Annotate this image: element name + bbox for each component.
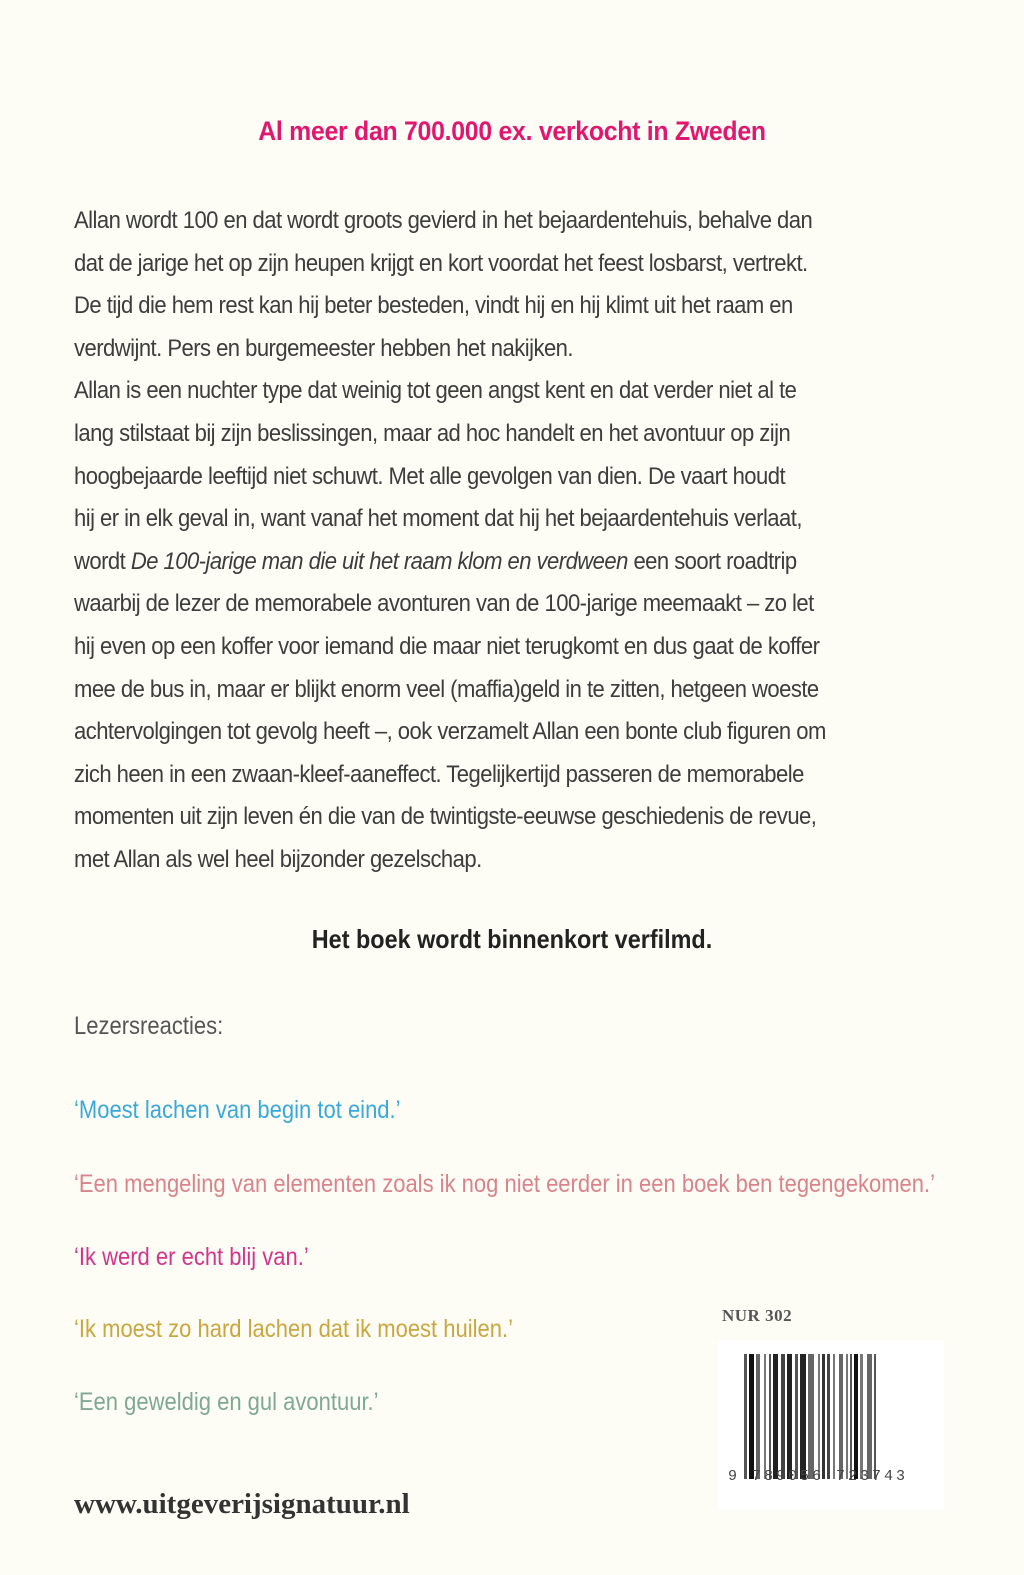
barcode-bars-icon [744,1354,924,1479]
film-note: Het boek wordt binnenkort verfilmd. [311,924,713,954]
isbn-number: 9 789056 723743 [728,1468,909,1485]
publisher-website[interactable]: www.uitgeverijsignatuur.nl [74,1488,410,1520]
book-title: De 100-jarige man die uit het raam klom en verdween [130,547,628,575]
tagline: Al meer dan 700.000 ex. verkocht in Zweden [258,116,766,146]
nur-code: NUR 302 [722,1306,793,1325]
blurb-line: mee de bus in, maar er blijkt enorm veel (maffia)geld in te zitten, hetgeen woeste [74,675,819,703]
blurb-text-before: wordt [74,547,131,575]
reader-quote: ‘Moest lachen van begin tot eind.’ [74,1096,401,1124]
blurb-line: hij er in elk geval in, want vanaf het moment dat hij het bejaardentehuis verlaat, [74,505,802,533]
blurb-text-after: een soort roadtrip [627,547,797,575]
blurb-line: hoogbejaarde leeftijd niet schuwt. Met alle gevolgen van dien. De vaart houdt [74,462,786,490]
reader-quote: ‘Ik moest zo hard lachen dat ik moest huilen.’ [74,1315,514,1343]
barcode [718,1340,944,1510]
blurb-line: dat de jarige het op zijn heupen krijgt en kort voordat het feest losbarst, vertrekt. [74,249,808,277]
blurb-line: momenten uit zijn leven én die van de twintigste-eeuwse geschiedenis de revue, [74,803,817,831]
blurb-line-with-title [74,541,866,584]
blurb-line: zich heen in een zwaan-kleef-aaneffect. Tegelijkertijd passeren de memorabele [74,760,804,788]
blurb-line: hij even op een koffer voor iemand die maar niet terugkomt en dus gaat de koffer [74,632,820,660]
reactions-label: Lezersreacties: [74,1012,224,1040]
blurb-line: Allan is een nuchter type dat weinig tot geen angst kent en dat verder niet al te [74,377,797,405]
reader-quote: ‘Een mengeling van elementen zoals ik nog niet eerder in een boek ben tegengekomen.’ [74,1170,936,1198]
blurb-line: met Allan als wel heel bijzonder gezelschap. [74,845,482,873]
reader-quote: ‘Ik werd er echt blij van.’ [74,1243,309,1271]
blurb-line: verdwijnt. Pers en burgemeester hebben het nakijken. [74,334,573,362]
blurb-text [74,200,954,882]
blurb-line: lang stilstaat bij zijn beslissingen, maar ad hoc handelt en het avontuur op zijn [74,419,791,447]
blurb-line: De tijd die hem rest kan hij beter besteden, vindt hij en hij klimt uit het raam en [74,292,793,320]
blurb-line: Allan wordt 100 en dat wordt groots gevierd in het bejaardentehuis, behalve dan [74,207,813,234]
blurb-line: achtervolgingen tot gevolg heeft –, ook verzamelt Allan een bonte club figuren om [74,718,826,746]
reader-quote: ‘Een geweldig en gul avontuur.’ [74,1388,379,1416]
blurb-line: waarbij de lezer de memorabele avonturen van de 100-jarige meemaakt – zo let [74,590,814,618]
